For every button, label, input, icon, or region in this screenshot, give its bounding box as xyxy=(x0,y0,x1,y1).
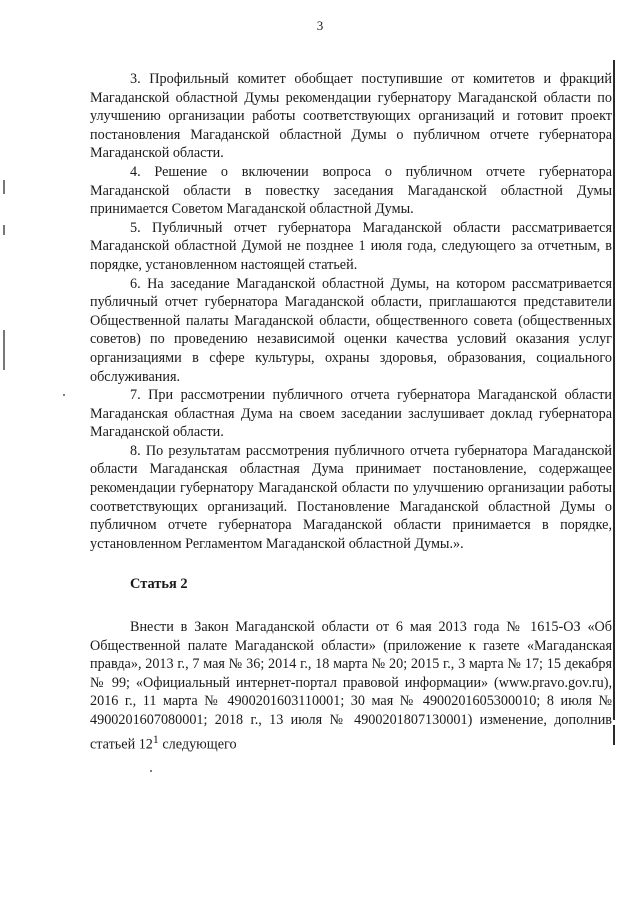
paragraph-7: 7. При рассмотрении публичного отчета губернатора Магаданской области Магаданская областная Дума на своем заседании заслушивает доклад губернатора Магаданской области. xyxy=(90,387,612,441)
scan-edge-line-lower xyxy=(613,725,615,745)
scan-speck xyxy=(63,394,65,396)
article-2-text: Внести в Закон Магаданской области от 6 мая 2013 года № 1615-ОЗ «Об Общественной палате Магаданской области» (приложение к газете «Магаданская правда», 2013 г., 7 мая № 36; 2014 г., 18 марта № 20; 2015 г., 3 марта № 17; 15 декабря № 99; «Официальный интернет-портал правовой информации» (www.pravo.gov.ru), 2016 г., 11 марта № 4900201603110001; 30 мая № 4900201605300010; 8 июля № 4900201607080001; 2018 г., 13 июля № 4900201807130001) изменение, дополнив статьей 12 xyxy=(90,619,612,753)
margin-mark xyxy=(3,225,5,235)
article-2-paragraph xyxy=(90,618,612,754)
paragraph-5: 5. Публичный отчет губернатора Магаданской области рассматривается Магаданской областной Думой не позднее 1 июля года, следующего за отчетным, в порядке, установленном настоящей статьей. xyxy=(90,219,612,273)
paragraph-3: 3. Профильный комитет обобщает поступившие от комитетов и фракций Магаданской областной Думы рекомендации губернатору Магаданской области по улучшению организации работы соответствующих организаций и готовит проект постановления Магаданской областной Думы о публичном отчете губернатора Магаданской области. xyxy=(90,71,612,162)
paragraph-6: 6. На заседание Магаданской областной Думы, на котором рассматривается публичный отчет губернатора Магаданской области, приглашаются представители Общественной палаты Магаданской области, общественного совета (общественных советов) по проведению независимой оценки качества условий оказания услуг организациями в сфере культуры, охраны здоровья, образования, социального обслуживания. xyxy=(90,275,612,385)
scan-edge-line xyxy=(613,60,615,720)
page-number: 3 xyxy=(316,18,324,33)
document-body xyxy=(90,70,612,754)
paragraph-8: 8. По результатам рассмотрения публичного отчета губернатора Магаданской области Магаданская областная Дума принимает постановление, содержащее рекомендации губернатору Магаданской области по улучшению организации работы соответствующих организаций. Постановление Магаданской областной Думы о публичном отчете губернатора Магаданской области принимается в порядке, установленном Регламентом Магаданской областной Думы.». xyxy=(90,442,612,552)
paragraph-4: 4. Решение о включении вопроса о публичном отчете губернатора Магаданской области в повестку заседания Магаданской областной Думы принимается Советом Магаданской областной Думы. xyxy=(90,163,612,218)
margin-mark xyxy=(3,180,5,194)
article-2-text-tail: следующего xyxy=(158,736,237,753)
margin-mark xyxy=(3,330,5,370)
article-heading: Статья 2 xyxy=(130,576,188,593)
article-superscript: 1 xyxy=(152,731,159,746)
scan-speck xyxy=(150,770,152,772)
